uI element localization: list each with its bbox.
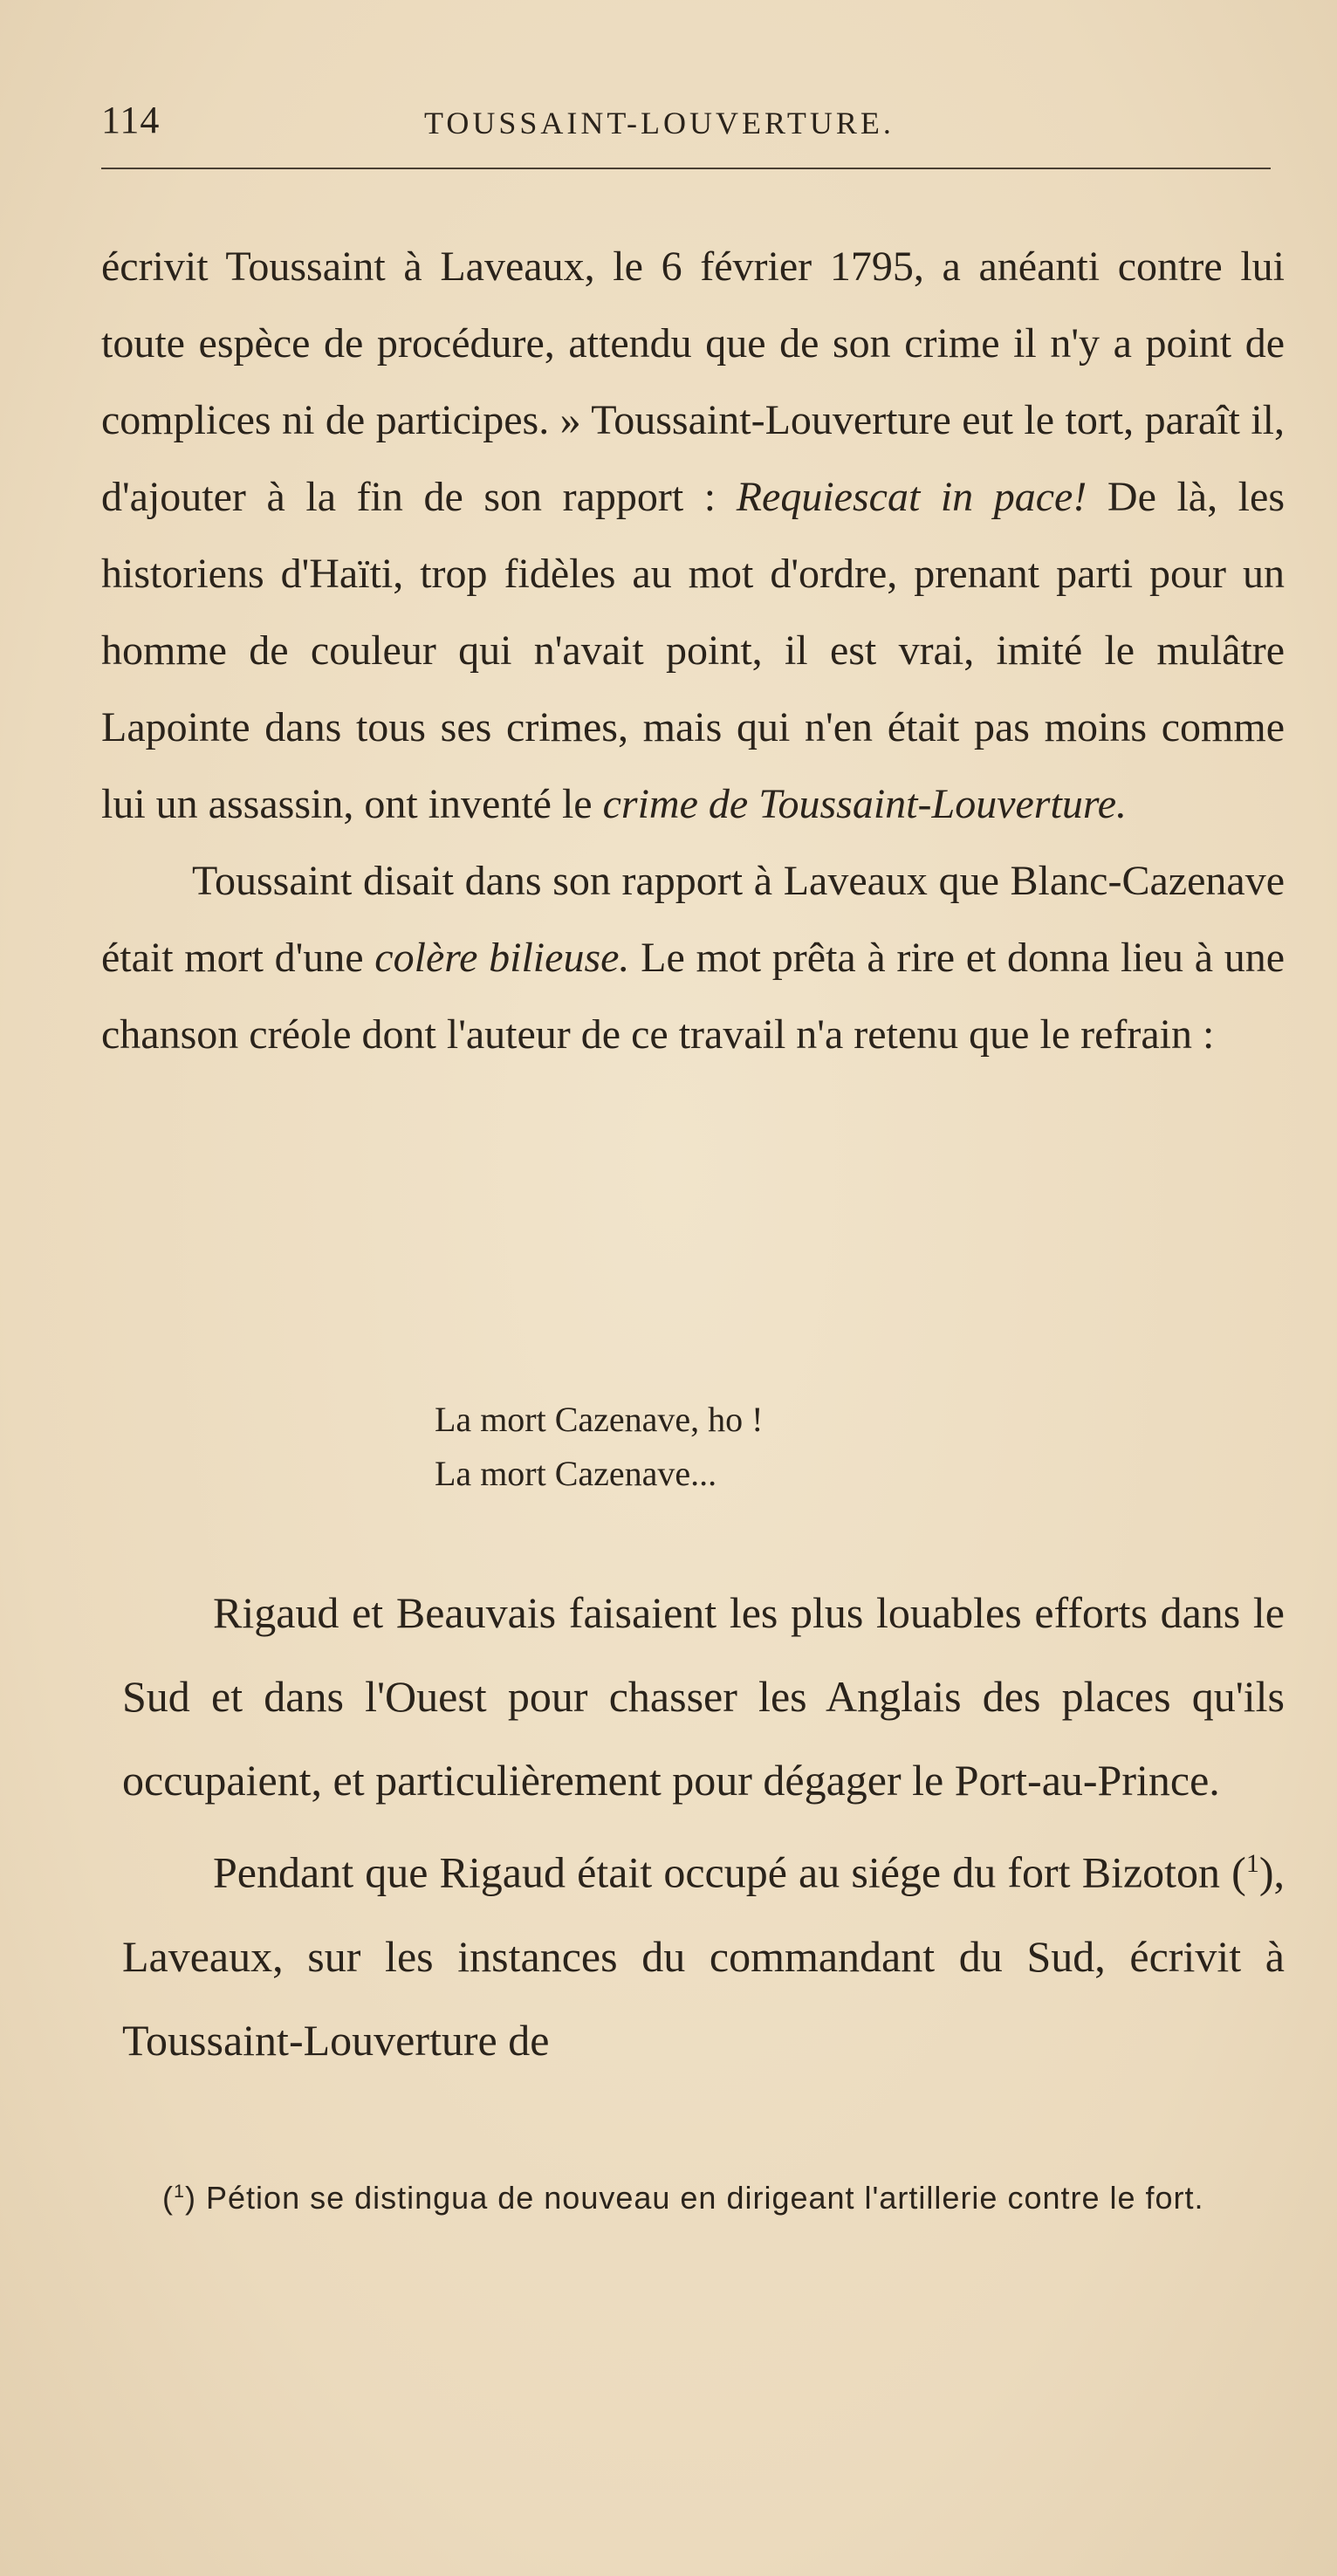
verse-line-1: La mort Cazenave, ho ! <box>435 1400 764 1439</box>
header-rule <box>101 168 1271 169</box>
paragraph-2-text-a: Toussaint disait dans son rapport à Laveaux que Blanc-Cazenave était mort d'une <box>101 858 1285 981</box>
paragraph-1-text-b: De là, les historiens d'Haïti, trop fidèles au mot d'ordre, prenant parti pour un homme de couleur qui n'avait point, il est vrai, imité le mulâtre Lapointe dans tous ses crimes, mais qui n'en était pas moins comme lui un assassin, ont inventé le <box>101 474 1286 827</box>
footnote: ($^1$) Pétion se distingua de nouveau en dirigeant l'artillerie contre le fort. <box>162 2180 1204 2216</box>
page-number: 114 <box>101 99 161 141</box>
paragraph-4 <box>122 1822 1285 2082</box>
paragraph-1-italic-requiescat: Requiescat in pace! <box>736 474 1087 520</box>
running-head: TOUSSAINT-LOUVERTURE. <box>424 106 895 140</box>
paragraph-2-italic: colère bilieuse. <box>374 935 630 981</box>
verse-refrain <box>435 1393 1046 1501</box>
paragraph-4-text-a: Pendant que Rigaud était occupé au siége du fort Bizoton ( <box>213 1847 1246 1897</box>
paragraph-1-italic-crime: crime de Toussaint-Louverture. <box>602 781 1128 827</box>
main-text-lower <box>122 1571 1285 2082</box>
paragraph-3: Rigaud et Beauvais faisaient les plus louables efforts dans le Sud et dans l'Ouest pour chasser les Anglais des places qu'ils occupaient, et particulièrement pour dégager le Port-au-Prince. <box>122 1588 1285 1805</box>
footnote-text: Pétion se distingua de nouveau en dirigeant l'artillerie contre le fort. <box>206 2180 1204 2216</box>
paragraph-2-text-b: Le mot prêta à rire et donna lieu à une chanson créole dont l'auteur de ce travail n'a retenu que le refrain : <box>101 935 1285 1058</box>
footnote-marker: 1 <box>174 2180 186 2202</box>
page-header <box>101 98 1271 159</box>
footnote-reference: 1 <box>1245 1849 1259 1878</box>
paragraph-1-text-a: écrivit Toussaint à Laveaux, le 6 février 1795, a anéanti contre lui toute espèce de procédure, attendu que de son crime il n'y a point de complices ni de participes. » Toussaint-Louverture eut le tort, paraît il, d'ajouter à la fin de son rapport : <box>101 243 1285 520</box>
paragraph-1 <box>101 229 1285 843</box>
main-text-upper <box>101 229 1285 1073</box>
verse-line-2: La mort Cazenave... <box>435 1454 717 1493</box>
paragraph-4-text-b: ), Laveaux, sur les instances du commandant du Sud, écrivit à Toussaint-Louverture de <box>122 1847 1285 2065</box>
paragraph-2 <box>101 843 1285 1073</box>
